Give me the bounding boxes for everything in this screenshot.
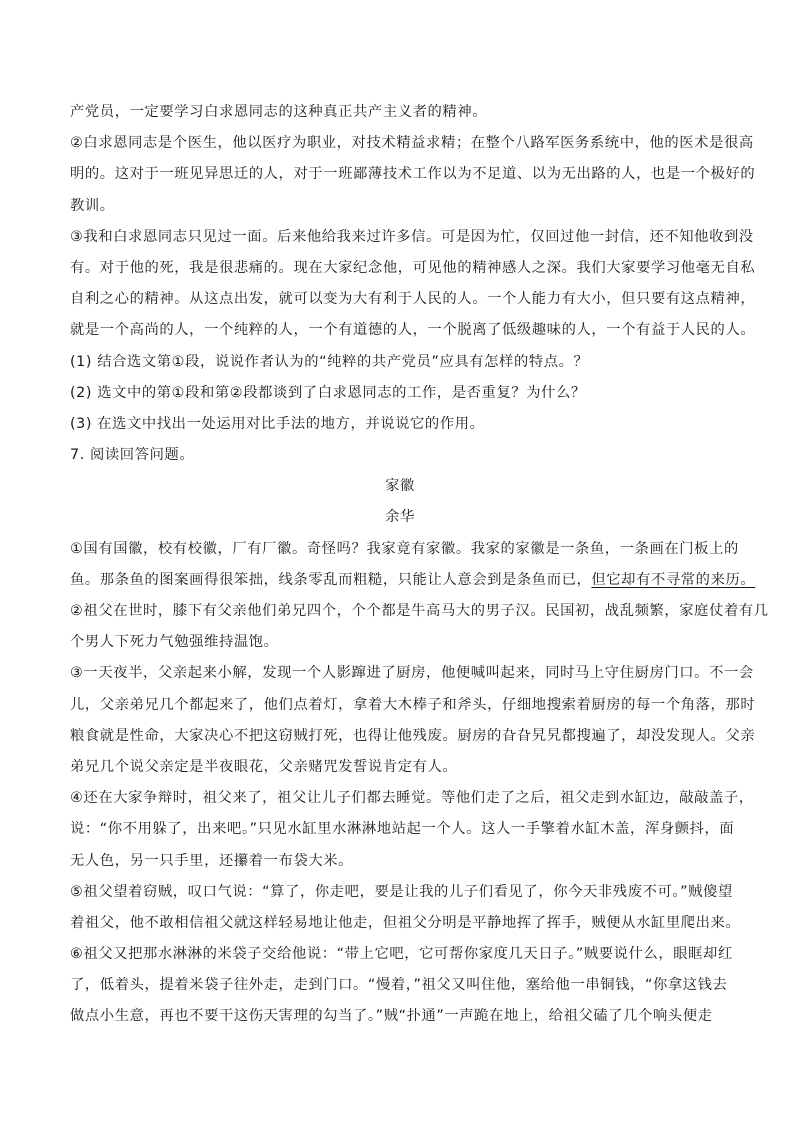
article-title: 家徽: [385, 478, 415, 495]
paragraph-line: 粮食就是性命，大家决心不把这窃贼打死，也得让他残废。厨房的旮旮旯旯都搜遍了，却没发现人。父亲: [70, 727, 756, 744]
paragraph-line: 弟兄几个说父亲定是半夜眼花，父亲赌咒发誓说肯定有人。: [70, 758, 458, 775]
paragraph-line: ⑤祖父望着窃贼，叹口气说：“算了，你走吧，要是让我的儿子们看见了，你今天非残废不可。”贼傻望: [70, 883, 733, 900]
question-1: (1) 结合选文第①段，说说作者认为的“纯粹的共产党员”应具有怎样的特点。？: [70, 353, 589, 370]
section-heading: 7. 阅读回答问题。: [70, 447, 195, 464]
paragraph-line: 儿，父亲弟兄几个都起来了，他们点着灯，拿着大木棒子和斧头，仔细地搜索着厨房的每一个角落，那时: [70, 696, 756, 713]
paragraph-text: 鱼。那条鱼的图案画得很笨拙，线条零乱而粗糙，只能让人意会到是条鱼而已，: [70, 571, 592, 588]
underlined-sentence: 但它却有不寻常的来历。: [591, 571, 756, 588]
paragraph-line: 自利之心的精神。从这点出发，就可以变为大有利于人民的人。一个人能力有大小，但只要有这点精神，: [70, 291, 756, 308]
paragraph-line: 说：“你不用躲了，出来吧。”只见水缸里水淋淋地站起一个人。这人一手擎着水缸木盖，浑身颤抖，面: [70, 821, 735, 838]
text-body: [70, 97, 769, 1033]
paragraph-line: 个男人下死力气勉强维持温饱。: [70, 634, 279, 651]
paragraph-line: ②白求恩同志是个医生，他以医疗为职业，对技术精益求精；在整个八路军医务系统中，他的医术是很高: [70, 135, 754, 152]
paragraph-line: ④还在大家争辩时，祖父来了，祖父让儿子们都去睡觉。等他们走了之后，祖父走到水缸边，敲敲盖子，: [70, 790, 754, 807]
question-2: (2) 选文中的第①段和第②段都谈到了白求恩同志的工作，是否重复？为什么？: [70, 384, 586, 401]
paragraph-line: 教训。: [70, 197, 115, 214]
paragraph-line: ①国有国徽，校有校徽，厂有厂徽。奇怪吗？我家竟有家徽。我家的家徽是一条鱼，一条画在门板上的: [70, 540, 739, 557]
paragraph-line: 做点小生意，再也不要干这伤天害理的勾当了。”贼“扑通”一声跪在地上，给祖父磕了几个响头便走: [70, 1008, 713, 1025]
article-author: 余华: [385, 509, 415, 526]
paragraph-line: [70, 565, 756, 596]
paragraph-line: 就是一个高尚的人，一个纯粹的人，一个有道德的人，一个脱离了低级趣味的人，一个有益于人民的人。: [70, 322, 756, 339]
paragraph-line: 有。对于他的死，我是很悲痛的。现在大家纪念他，可见他的精神感人之深。我们大家要学习他毫无自私: [70, 259, 756, 276]
paragraph-line: ③一天夜半，父亲起来小解，发现一个人影蹿进了厨房，他便喊叫起来，同时马上守住厨房门口。不一会: [70, 665, 754, 682]
paragraph-line: 无人色，另一只手里，还攥着一布袋大米。: [70, 852, 354, 869]
paragraph-line: ⑥祖父又把那水淋淋的米袋子交给他说：“带上它吧，它可帮你家度几天日子。”贼要说什么，眼眶却红: [70, 946, 733, 963]
paragraph-line: 着祖父，他不敢相信祖父就这样轻易地让他走，但祖父分明是平静地挥了挥手，贼便从水缸里爬出来。: [70, 914, 741, 931]
question-3: (3) 在选文中找出一处运用对比手法的地方，并说说它的作用。: [70, 415, 485, 432]
paragraph-line: 明的。这对于一班见异思迁的人，对于一班鄙薄技术工作以为不足道、以为无出路的人，也是一个极好的: [70, 166, 756, 183]
paragraph-line: 产党员，一定要学习白求恩同志的这种真正共产主义者的精神。: [70, 104, 488, 120]
paragraph-line: ③我和白求恩同志只见过一面。后来他给我来过许多信。可是因为忙，仅回过他一封信，还不知他收到没: [70, 228, 754, 245]
paragraph-line: 了，低着头，提着米袋子往外走，走到门口。“慢着，”祖父又叫住他，塞给他一串铜钱，“你拿这钱去: [70, 977, 728, 994]
paragraph-line: ②祖父在世时，膝下有父亲他们弟兄四个，个个都是牛高马大的男子汉。民国初，战乱频繁，家庭仗着有几: [70, 603, 769, 619]
